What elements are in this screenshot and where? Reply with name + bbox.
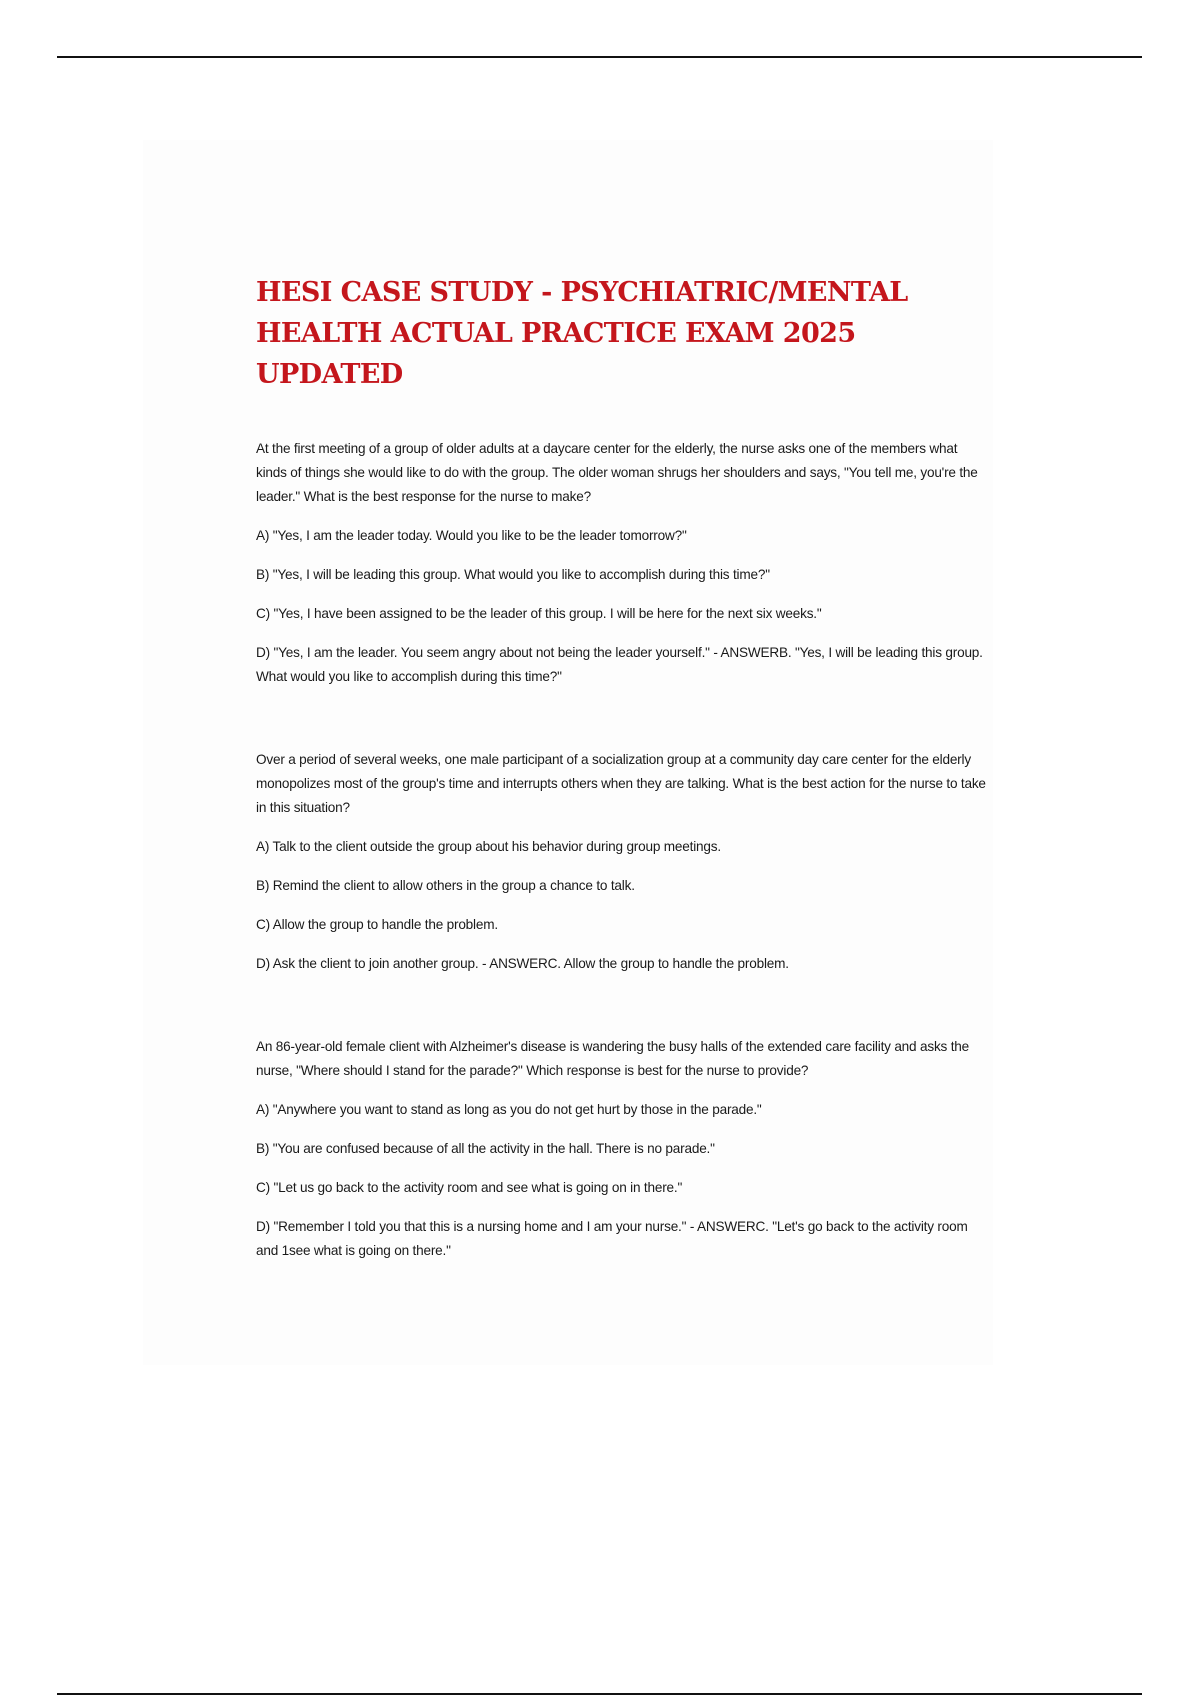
option-c: C) "Yes, I have been assigned to be the leader of this group. I will be here for the next six weeks." [256, 606, 822, 621]
option-a: A) Talk to the client outside the group about his behavior during group meetings. [256, 839, 721, 854]
option-b: B) Remind the client to allow others in the group a chance to talk. [256, 878, 635, 893]
question-3 [256, 1035, 986, 1263]
option-b: B) "You are confused because of all the activity in the hall. There is no parade." [256, 1141, 715, 1156]
document-title [256, 272, 986, 395]
question-stem: Over a period of several weeks, one male participant of a socialization group at a community day care center for the elderly monopolizes most of the group's time and interrupts others when they are talking. What is the best action for the nurse to take in this situation? [256, 752, 986, 815]
question-stem: An 86-year-old female client with Alzheimer's disease is wandering the busy halls of the extended care facility and asks the nurse, "Where should I stand for the parade?" Which response is best for the nurse to provide? [256, 1039, 970, 1078]
question-1 [256, 437, 986, 689]
title-line-2: HEALTH ACTUAL PRACTICE EXAM 2025 UPDATED [256, 318, 856, 390]
option-b: B) "Yes, I will be leading this group. What would you like to accomplish during this time?" [256, 567, 770, 582]
option-c: C) "Let us go back to the activity room and see what is going on in there." [256, 1180, 683, 1195]
option-d-with-answer: D) "Remember I told you that this is a nursing home and I am your nurse." - ANSWERC. "Let's go back to the activity room and 1see what is going on there." [256, 1219, 968, 1258]
question-stem: At the first meeting of a group of older adults at a daycare center for the elderly, the nurse asks one of the members what kinds of things she would like to do with the group. The older woman shrugs her shoulders and says, "You tell me, you're the leader." What is the best response for the nurse to make? [256, 441, 978, 504]
option-c: C) Allow the group to handle the problem. [256, 917, 498, 932]
header-rule [57, 56, 1142, 58]
question-2 [256, 748, 986, 976]
option-d-with-answer: D) "Yes, I am the leader. You seem angry about not being the leader yourself." - ANSWERB. "Yes, I will be leading this group. What would you like to accomplish during this time?" [256, 645, 983, 684]
title-line-1: HESI CASE STUDY - PSYCHIATRIC/MENTAL [256, 277, 908, 308]
option-a: A) "Yes, I am the leader today. Would you like to be the leader tomorrow?" [256, 528, 687, 543]
option-a: A) "Anywhere you want to stand as long as you do not get hurt by those in the parade." [256, 1102, 762, 1117]
footer-rule [57, 1693, 1142, 1695]
option-d-with-answer: D) Ask the client to join another group. - ANSWERC. Allow the group to handle the problem. [256, 956, 789, 971]
document-content [256, 272, 986, 1263]
